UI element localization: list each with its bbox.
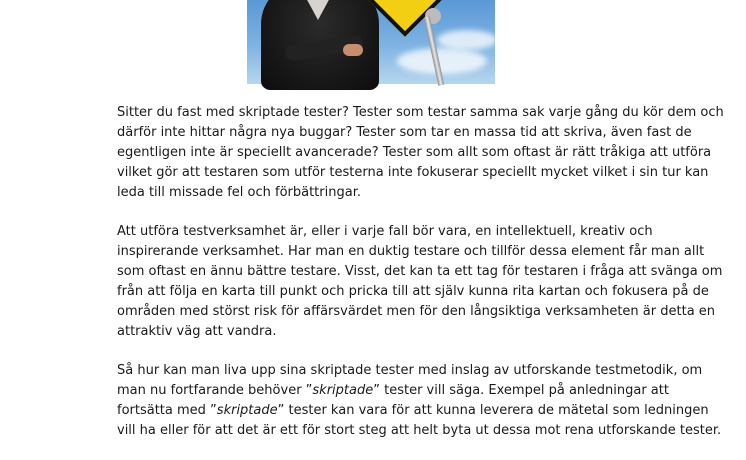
- cloud-shape: [397, 48, 487, 74]
- text-line: som oftast en ännu bättre testare. Visst, det kan ta ett tag för testaren i fråga att svänga om: [117, 264, 723, 279]
- text-line: vill ha eller för att det är ett för stort steg att helt byta ut dessa mot rena utforskande tester.: [117, 423, 722, 438]
- text-segment: man nu fortfarande behöver ”: [117, 383, 313, 398]
- text-line: därför inte hittar några nya buggar? Tester som tar en massa tid att skriva, även fast de: [117, 125, 692, 140]
- text-line: Att utföra testverksamhet är, eller i varje fall bör vara, en intellektuell, kreativ och: [117, 224, 653, 239]
- text-line: [117, 381, 669, 401]
- text-line: vilket gör att testaren som utför testerna inte fokuserar speciellt mycket vilket i sin tur kan: [117, 165, 709, 180]
- emphasis: skriptade: [216, 403, 278, 418]
- text-segment: ” tester vill säga. Exempel på anledningar att: [373, 383, 669, 398]
- text-line: Så hur kan man liva upp sina skriptade tester med inslag av utforskande testmetodik, om: [117, 363, 703, 378]
- emphasis: skriptade: [312, 383, 374, 398]
- text-line: [117, 401, 709, 421]
- text-segment: ” tester kan vara för att kunna leverera de mätetal som ledningen: [277, 403, 709, 418]
- text-line: attraktiv väg att vandra.: [117, 324, 277, 339]
- text-segment: fortsätta med ”: [117, 403, 217, 418]
- text-line: leda till missade fel och förbättringar.: [117, 185, 361, 200]
- paragraph-3: [117, 361, 722, 441]
- cloud-shape: [437, 30, 497, 50]
- header-photo: [247, 0, 495, 84]
- text-line: från att följa en karta till punkt och pricka till att själv kunna rita kartan och fokusera på de: [117, 284, 709, 299]
- text-line: Sitter du fast med skriptade tester? Tester som testar samma sak varje gång du kör dem och: [117, 105, 724, 120]
- article-body: [117, 103, 724, 460]
- text-line: inspirerande verksamhet. Har man en duktig testare och tillför dessa element får man allt: [117, 244, 705, 259]
- hand: [343, 44, 363, 56]
- text-line: områden med störst risk för affärsvärdet men för den långsiktiga verksamheten är detta en: [117, 304, 716, 319]
- paragraph-2: [117, 222, 723, 342]
- text-line: egentligen inte är speciellt avancerade? Tester som allt som oftast är rätt tråkiga att utföra: [117, 145, 712, 160]
- paragraph-1: [117, 103, 724, 203]
